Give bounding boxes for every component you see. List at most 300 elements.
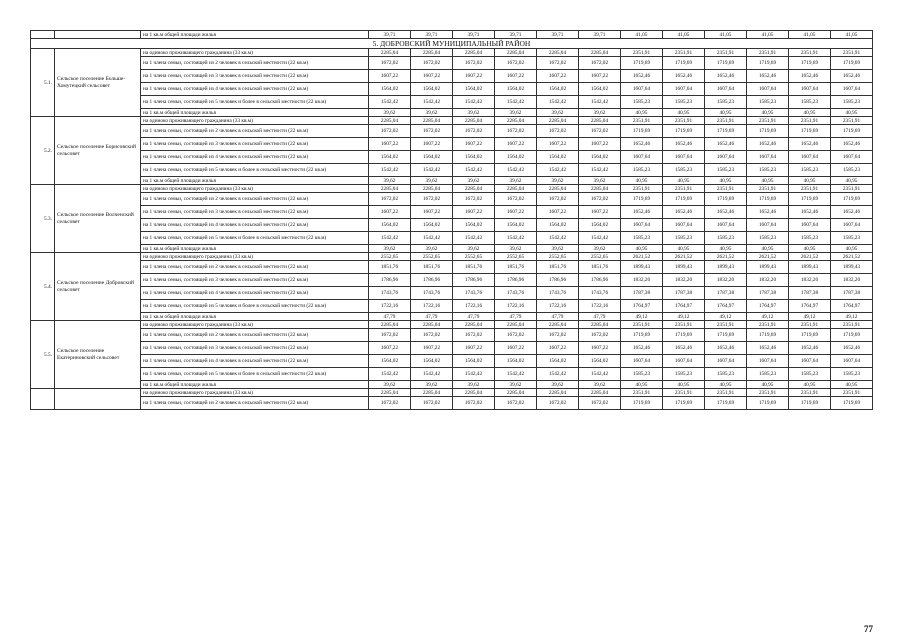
value-cell: 1672,02 (495, 57, 537, 70)
value-cell: 1564,02 (453, 83, 495, 96)
value-cell: 2285,04 (411, 117, 453, 125)
value-cell: 1564,02 (369, 83, 411, 96)
value-cell: 1786,96 (537, 274, 579, 287)
value-cell: 1607,64 (621, 355, 663, 368)
value-cell: 2351,91 (621, 117, 663, 125)
value-cell: 1607,22 (369, 70, 411, 83)
row-description: на 1 члена семьи, состоящей из 2 человек в сельской местности (22 кв.м) (141, 193, 369, 206)
value-cell: 1786,96 (495, 274, 537, 287)
row-description: на 1 члена семьи, состоящей из 4 человек в сельской местности (22 кв.м) (141, 151, 369, 164)
value-cell: 1722,16 (537, 300, 579, 313)
value-cell: 2351,91 (789, 185, 831, 193)
value-cell: 1607,64 (705, 219, 747, 232)
value-cell: 1585,23 (831, 96, 873, 109)
value-cell: 1542,42 (537, 96, 579, 109)
value-cell: 2351,91 (789, 389, 831, 397)
value-cell: 2285,04 (453, 49, 495, 57)
value-cell: 2285,04 (369, 185, 411, 193)
value-cell: 40,95 (621, 177, 663, 185)
value-cell: 1719,69 (663, 57, 705, 70)
value-cell: 1652,46 (831, 138, 873, 151)
value-cell: 1564,02 (411, 151, 453, 164)
value-cell: 1722,16 (453, 300, 495, 313)
settlement-name: Сельское поселение Волченский сельсовет (55, 185, 141, 253)
value-cell: 1585,23 (831, 368, 873, 381)
value-cell: 1607,64 (705, 151, 747, 164)
value-cell: 1719,69 (789, 329, 831, 342)
value-cell: 1564,02 (369, 151, 411, 164)
value-cell: 1607,64 (663, 219, 705, 232)
value-cell: 1672,02 (453, 57, 495, 70)
value-cell: 1542,42 (411, 368, 453, 381)
value-cell: 1764,97 (705, 300, 747, 313)
value-cell: 2351,91 (663, 117, 705, 125)
value-cell: 1786,96 (453, 274, 495, 287)
value-cell: 1564,02 (495, 83, 537, 96)
value-cell: 1743,76 (369, 287, 411, 300)
value-cell: 1719,69 (831, 397, 873, 410)
row-description: на 1 кв.м общей площади жилья (141, 31, 369, 39)
value-cell: 1607,64 (621, 83, 663, 96)
value-cell: 2351,91 (621, 389, 663, 397)
section-number: 5.3. (31, 185, 55, 253)
value-cell: 1764,97 (789, 300, 831, 313)
row-description: на одиноко проживающего гражданина (33 кв.м) (141, 49, 369, 57)
value-cell: 1719,69 (831, 57, 873, 70)
value-cell: 1585,23 (831, 164, 873, 177)
value-cell: 1672,02 (579, 329, 621, 342)
row-description: на 1 члена семьи, состоящей из 3 человек в сельской местности (22 кв.м) (141, 70, 369, 83)
value-cell: 1672,02 (495, 193, 537, 206)
table-row (31, 96, 873, 109)
value-cell: 1607,64 (789, 151, 831, 164)
value-cell: 1564,02 (579, 83, 621, 96)
value-cell: 1542,42 (411, 96, 453, 109)
value-cell: 1542,42 (579, 96, 621, 109)
value-cell: 1672,02 (579, 193, 621, 206)
value-cell: 1564,02 (579, 219, 621, 232)
value-cell: 1585,23 (747, 232, 789, 245)
row-description: на одиноко проживающего гражданина (33 кв.м) (141, 389, 369, 397)
value-cell: 1672,02 (411, 57, 453, 70)
value-cell: 1786,96 (369, 274, 411, 287)
value-cell: 2285,04 (537, 185, 579, 193)
row-description: на 1 члена семьи, состоящей из 5 человек и более в сельской местности (22 кв.м) (141, 368, 369, 381)
value-cell: 1672,02 (369, 57, 411, 70)
value-cell: 2351,91 (621, 185, 663, 193)
value-cell: 39,62 (495, 245, 537, 253)
value-cell: 1542,42 (537, 368, 579, 381)
value-cell: 1719,69 (621, 193, 663, 206)
value-cell: 1672,02 (369, 397, 411, 410)
value-cell: 2351,91 (747, 117, 789, 125)
value-cell: 2285,04 (411, 389, 453, 397)
value-cell: 1607,22 (369, 342, 411, 355)
value-cell: 1564,02 (579, 355, 621, 368)
value-cell: 1607,22 (411, 342, 453, 355)
value-cell: 1607,64 (663, 151, 705, 164)
value-cell: 40,95 (705, 109, 747, 117)
value-cell: 1672,02 (453, 193, 495, 206)
value-cell: 1719,69 (789, 57, 831, 70)
row-description: на одиноко проживающего гражданина (33 кв.м) (141, 321, 369, 329)
value-cell: 1719,69 (831, 329, 873, 342)
value-cell: 1851,76 (537, 261, 579, 274)
value-cell: 1585,23 (789, 232, 831, 245)
value-cell: 1832,20 (705, 274, 747, 287)
value-cell: 47,79 (579, 313, 621, 321)
value-cell: 1585,23 (705, 96, 747, 109)
table-row (31, 151, 873, 164)
value-cell: 39,62 (495, 177, 537, 185)
row-description: на 1 члена семьи, состоящей из 2 человек в сельской местности (22 кв.м) (141, 397, 369, 410)
value-cell: 2552,65 (579, 253, 621, 261)
value-cell: 1652,46 (705, 342, 747, 355)
value-cell: 2351,91 (831, 117, 873, 125)
row-description: на 1 кв.м общей площади жилья (141, 177, 369, 185)
table-row (31, 193, 873, 206)
value-cell: 1787,38 (621, 287, 663, 300)
value-cell: 1787,38 (747, 287, 789, 300)
value-cell: 1832,20 (663, 274, 705, 287)
value-cell: 1542,42 (411, 232, 453, 245)
value-cell: 1832,20 (831, 274, 873, 287)
value-cell: 40,95 (747, 245, 789, 253)
value-cell: 1672,02 (579, 125, 621, 138)
value-cell: 1607,22 (453, 206, 495, 219)
value-cell: 2351,91 (831, 321, 873, 329)
value-cell: 2285,04 (579, 117, 621, 125)
value-cell: 1607,22 (369, 138, 411, 151)
value-cell: 1564,02 (537, 83, 579, 96)
value-cell: 39,71 (411, 31, 453, 39)
value-cell: 1585,23 (747, 96, 789, 109)
value-cell: 1719,69 (747, 193, 789, 206)
row-description: на 1 члена семьи, состоящей из 2 человек в сельской местности (22 кв.м) (141, 57, 369, 70)
value-cell: 1652,46 (789, 342, 831, 355)
value-cell: 1672,02 (537, 397, 579, 410)
value-cell: 1607,64 (831, 355, 873, 368)
value-cell: 40,95 (621, 109, 663, 117)
value-cell: 1722,16 (411, 300, 453, 313)
section-number: 5.4. (31, 253, 55, 321)
value-cell: 40,95 (663, 381, 705, 389)
value-cell: 1652,46 (663, 138, 705, 151)
value-cell: 1607,22 (579, 138, 621, 151)
value-cell: 1607,64 (663, 355, 705, 368)
value-cell: 1652,46 (705, 206, 747, 219)
value-cell: 1719,69 (705, 125, 747, 138)
value-cell: 1899,43 (621, 261, 663, 274)
value-cell: 39,62 (453, 381, 495, 389)
value-cell: 40,95 (663, 245, 705, 253)
value-cell: 2285,04 (495, 389, 537, 397)
value-cell: 1719,69 (705, 193, 747, 206)
row-description: на 1 члена семьи, состоящей из 4 человек в сельской местности (22 кв.м) (141, 287, 369, 300)
value-cell: 1672,02 (537, 329, 579, 342)
value-cell: 1672,02 (369, 193, 411, 206)
value-cell: 1652,46 (747, 70, 789, 83)
value-cell: 1722,16 (495, 300, 537, 313)
value-cell: 1607,22 (579, 70, 621, 83)
value-cell: 2285,04 (579, 321, 621, 329)
value-cell: 1564,02 (411, 219, 453, 232)
value-cell: 41,05 (789, 31, 831, 39)
table-row (31, 109, 873, 117)
value-cell: 1607,64 (747, 355, 789, 368)
settlement-name: Сельское поселение Борисовский сельсовет (55, 117, 141, 185)
value-cell: 2351,91 (747, 49, 789, 57)
value-cell: 1585,23 (621, 232, 663, 245)
value-cell: 2285,04 (495, 49, 537, 57)
value-cell: 1585,23 (747, 368, 789, 381)
value-cell: 2621,52 (705, 253, 747, 261)
value-cell: 39,62 (537, 245, 579, 253)
value-cell: 1585,23 (705, 164, 747, 177)
value-cell: 47,79 (537, 313, 579, 321)
value-cell: 1607,22 (495, 342, 537, 355)
value-cell: 2351,91 (747, 321, 789, 329)
value-cell: 1607,22 (453, 70, 495, 83)
value-cell: 1564,02 (411, 355, 453, 368)
value-cell: 1542,42 (579, 368, 621, 381)
value-cell: 39,62 (495, 381, 537, 389)
value-cell: 1719,69 (747, 57, 789, 70)
value-cell: 2351,91 (789, 49, 831, 57)
value-cell: 1672,02 (495, 397, 537, 410)
value-cell: 1719,69 (831, 125, 873, 138)
value-cell: 1607,22 (495, 70, 537, 83)
table-row (31, 219, 873, 232)
value-cell: 1564,02 (495, 151, 537, 164)
value-cell: 39,62 (495, 109, 537, 117)
value-cell: 2351,91 (789, 321, 831, 329)
value-cell: 2351,91 (705, 185, 747, 193)
value-cell: 2285,04 (537, 117, 579, 125)
row-description: на 1 члена семьи, состоящей из 5 человек и более в сельской местности (22 кв.м) (141, 232, 369, 245)
value-cell: 1719,69 (663, 397, 705, 410)
value-cell: 1564,02 (537, 151, 579, 164)
value-cell: 2285,04 (369, 117, 411, 125)
value-cell: 2552,65 (453, 253, 495, 261)
value-cell: 1652,46 (705, 70, 747, 83)
value-cell: 1607,64 (621, 151, 663, 164)
value-cell: 2351,91 (663, 49, 705, 57)
row-description: на 1 кв.м общей площади жилья (141, 313, 369, 321)
table-row (31, 253, 873, 261)
table-row (31, 177, 873, 185)
value-cell: 1607,22 (537, 342, 579, 355)
table-row (31, 70, 873, 83)
tariff-table (30, 30, 873, 410)
value-cell: 40,95 (747, 177, 789, 185)
value-cell: 1652,46 (705, 138, 747, 151)
value-cell: 2621,52 (789, 253, 831, 261)
value-cell: 1542,42 (579, 164, 621, 177)
value-cell: 39,62 (369, 109, 411, 117)
value-cell: 1851,76 (495, 261, 537, 274)
section-number: 5.5. (31, 321, 55, 389)
value-cell: 1652,46 (789, 138, 831, 151)
table-row (31, 245, 873, 253)
value-cell: 1607,64 (789, 219, 831, 232)
row-description: на 1 члена семьи, состоящей из 4 человек в сельской местности (22 кв.м) (141, 83, 369, 96)
value-cell: 1719,69 (621, 397, 663, 410)
value-cell: 1607,22 (495, 138, 537, 151)
value-cell: 41,05 (705, 31, 747, 39)
value-cell: 39,62 (369, 381, 411, 389)
value-cell: 47,79 (369, 313, 411, 321)
value-cell: 39,62 (579, 109, 621, 117)
value-cell: 39,62 (453, 109, 495, 117)
value-cell: 1787,38 (663, 287, 705, 300)
value-cell: 1607,64 (831, 219, 873, 232)
value-cell: 1764,97 (663, 300, 705, 313)
value-cell: 40,95 (789, 109, 831, 117)
table-row (31, 261, 873, 274)
value-cell: 1607,22 (537, 70, 579, 83)
value-cell: 39,62 (579, 177, 621, 185)
value-cell: 1652,46 (831, 70, 873, 83)
value-cell: 1652,46 (621, 70, 663, 83)
value-cell: 1722,16 (579, 300, 621, 313)
value-cell: 1542,42 (369, 164, 411, 177)
value-cell: 2285,04 (537, 321, 579, 329)
value-cell: 2285,04 (495, 185, 537, 193)
value-cell: 1585,23 (789, 96, 831, 109)
value-cell: 1743,76 (537, 287, 579, 300)
value-cell: 1899,43 (831, 261, 873, 274)
value-cell: 49,12 (621, 313, 663, 321)
value-cell: 2285,04 (411, 185, 453, 193)
value-cell: 1832,20 (789, 274, 831, 287)
value-cell: 1719,69 (789, 397, 831, 410)
value-cell: 1899,43 (747, 261, 789, 274)
value-cell: 1542,42 (453, 96, 495, 109)
value-cell: 1585,23 (789, 164, 831, 177)
section-number: 5.1. (31, 49, 55, 117)
value-cell: 1585,23 (663, 164, 705, 177)
value-cell: 1542,42 (495, 96, 537, 109)
value-cell: 1672,02 (411, 397, 453, 410)
table-row (31, 274, 873, 287)
value-cell: 2351,91 (621, 49, 663, 57)
value-cell: 39,71 (537, 31, 579, 39)
value-cell: 1652,46 (831, 206, 873, 219)
value-cell: 1564,02 (537, 219, 579, 232)
value-cell: 1652,46 (621, 206, 663, 219)
value-cell: 1851,76 (453, 261, 495, 274)
value-cell: 1542,42 (369, 368, 411, 381)
value-cell: 1585,23 (747, 164, 789, 177)
value-cell: 1607,64 (831, 83, 873, 96)
section-number-cell (31, 31, 55, 39)
value-cell: 1607,64 (789, 83, 831, 96)
value-cell: 1652,46 (747, 206, 789, 219)
value-cell: 1564,02 (369, 355, 411, 368)
value-cell: 39,62 (537, 109, 579, 117)
value-cell: 39,62 (537, 177, 579, 185)
value-cell: 1786,96 (579, 274, 621, 287)
value-cell: 1607,22 (537, 138, 579, 151)
value-cell: 1719,69 (663, 125, 705, 138)
row-description: на 1 кв.м общей площади жилья (141, 381, 369, 389)
value-cell: 49,12 (789, 313, 831, 321)
value-cell: 1719,69 (705, 57, 747, 70)
value-cell: 2552,65 (537, 253, 579, 261)
row-description: на 1 члена семьи, состоящей из 3 человек в сельской местности (22 кв.м) (141, 138, 369, 151)
value-cell: 1899,43 (663, 261, 705, 274)
value-cell: 1542,42 (411, 164, 453, 177)
value-cell: 1652,46 (621, 342, 663, 355)
value-cell: 40,95 (705, 177, 747, 185)
value-cell: 1722,16 (369, 300, 411, 313)
value-cell: 1672,02 (453, 397, 495, 410)
value-cell: 1652,46 (663, 342, 705, 355)
value-cell: 39,62 (537, 381, 579, 389)
table-row (31, 287, 873, 300)
settlement-name: Сельское поселение Больше-Хомутецкий сельсовет (55, 49, 141, 117)
value-cell: 39,62 (369, 245, 411, 253)
value-cell: 40,95 (621, 381, 663, 389)
value-cell: 41,05 (621, 31, 663, 39)
value-cell: 1652,46 (789, 206, 831, 219)
region-header-row (31, 39, 873, 49)
value-cell: 2285,04 (453, 321, 495, 329)
value-cell: 47,79 (411, 313, 453, 321)
value-cell: 2351,91 (831, 49, 873, 57)
value-cell: 2552,65 (369, 253, 411, 261)
value-cell: 1607,22 (579, 206, 621, 219)
value-cell: 39,62 (411, 109, 453, 117)
value-cell: 1787,38 (831, 287, 873, 300)
value-cell: 39,71 (579, 31, 621, 39)
value-cell: 1672,02 (537, 125, 579, 138)
value-cell: 1672,02 (369, 329, 411, 342)
value-cell: 1743,76 (411, 287, 453, 300)
value-cell: 39,71 (369, 31, 411, 39)
value-cell: 1585,23 (789, 368, 831, 381)
value-cell: 1719,69 (621, 125, 663, 138)
value-cell: 1607,22 (537, 206, 579, 219)
value-cell: 1672,02 (579, 57, 621, 70)
table-row (31, 313, 873, 321)
value-cell: 1564,02 (411, 83, 453, 96)
value-cell: 2285,04 (411, 321, 453, 329)
region-header: 5. ДОБРОВСКИЙ МУНИЦИПАЛЬНЫЙ РАЙОН (31, 39, 873, 49)
value-cell: 1719,69 (621, 57, 663, 70)
value-cell: 1719,69 (663, 193, 705, 206)
value-cell: 1607,22 (411, 70, 453, 83)
value-cell: 1672,02 (411, 193, 453, 206)
value-cell: 1719,69 (705, 329, 747, 342)
value-cell: 40,95 (621, 245, 663, 253)
value-cell: 40,95 (789, 381, 831, 389)
row-description: на 1 члена семьи, состоящей из 4 человек в сельской местности (22 кв.м) (141, 355, 369, 368)
value-cell: 49,12 (705, 313, 747, 321)
value-cell: 2285,04 (579, 389, 621, 397)
row-description: на 1 члена семьи, состоящей из 5 человек и более в сельской местности (22 кв.м) (141, 300, 369, 313)
value-cell: 1786,96 (411, 274, 453, 287)
value-cell: 39,62 (411, 177, 453, 185)
value-cell: 1585,23 (663, 368, 705, 381)
value-cell: 1899,43 (789, 261, 831, 274)
value-cell: 1652,46 (663, 70, 705, 83)
table-row (31, 355, 873, 368)
value-cell: 1719,69 (789, 193, 831, 206)
value-cell: 2351,91 (747, 389, 789, 397)
value-cell: 1832,20 (621, 274, 663, 287)
